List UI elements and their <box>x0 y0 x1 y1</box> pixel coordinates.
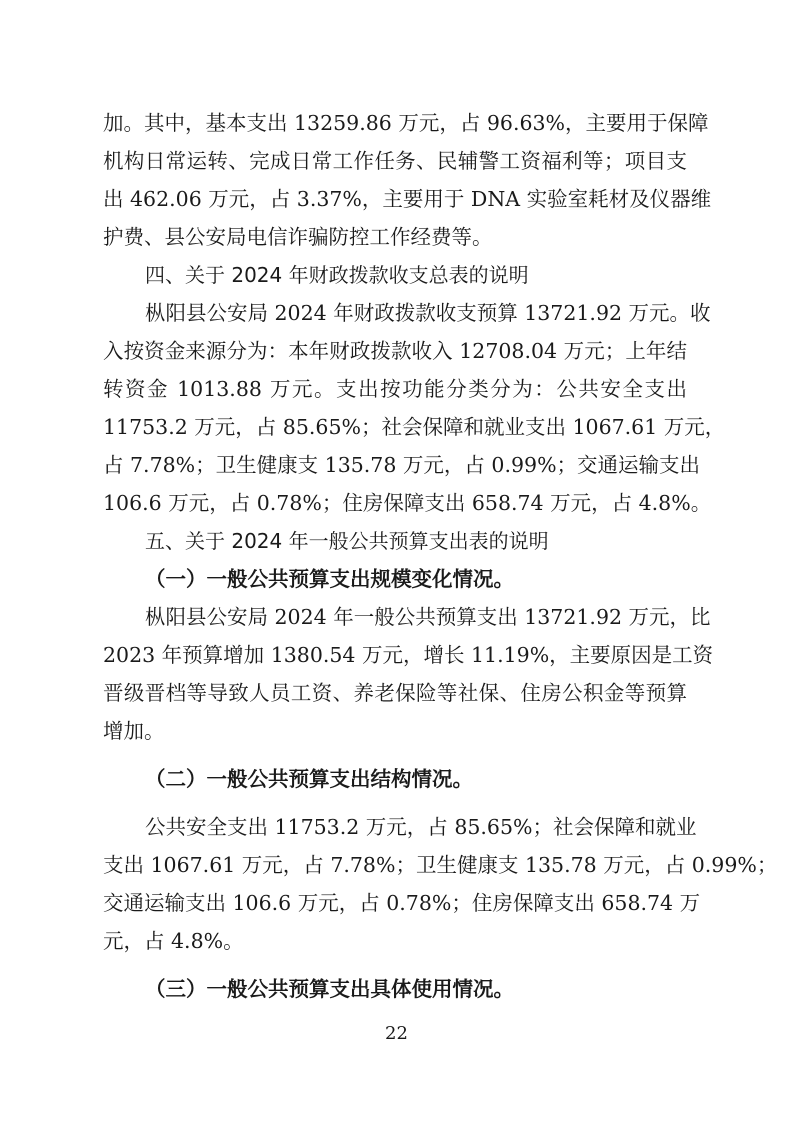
body-text-line: 枞阳县公安局 2024 年一般公共预算支出 13721.92 万元，比 <box>145 605 711 629</box>
body-text-line: 枞阳县公安局 2024 年财政拨款收支预算 13721.92 万元。收 <box>145 301 711 325</box>
body-text-line: 元，占 4.8%。 <box>103 929 244 953</box>
body-text-line: 入按资金来源分为：本年财政拨款收入 12708.04 万元；上年结 <box>103 339 687 363</box>
body-text-line: 11753.2 万元，占 85.65%；社会保障和就业支出 1067.61 万元， <box>103 415 726 439</box>
subsection-heading-2: （二）一般公共预算支出结构情况。 <box>145 767 473 791</box>
body-text-line: 加。其中，基本支出 13259.86 万元，占 96.63%，主要用于保障 <box>103 111 709 135</box>
subsection-heading-3: （三）一般公共预算支出具体使用情况。 <box>145 977 514 1001</box>
body-text-line: 机构日常运转、完成日常工作任务、民辅警工资福利等；项目支 <box>103 149 687 173</box>
body-text-line: 2023 年预算增加 1380.54 万元，增长 11.19%，主要原因是工资 <box>103 643 714 667</box>
body-text-line: 支出 1067.61 万元，占 7.78%；卫生健康支 135.78 万元，占 0.99%； <box>103 853 778 877</box>
body-text-line: 出 462.06 万元，占 3.37%，主要用于 DNA 实验室耗材及仪器维 <box>103 187 712 211</box>
body-text-line: 交通运输支出 106.6 万元，占 0.78%；住房保障支出 658.74 万 <box>103 891 701 915</box>
body-text-line: 占 7.78%；卫生健康支 135.78 万元，占 0.99%；交通运输支出 <box>103 453 701 477</box>
page-number: 22 <box>385 1023 408 1044</box>
body-text-line: 护费、县公安局电信诈骗防控工作经费等。 <box>103 225 493 249</box>
body-text-line: 转资金 1013.88 万元。支出按功能分类分为：公共安全支出 <box>103 377 687 401</box>
body-text-line: 公共安全支出 11753.2 万元，占 85.65%；社会保障和就业 <box>145 815 697 839</box>
section-heading-5: 五、关于 2024 年一般公共预算支出表的说明 <box>145 529 549 553</box>
body-text-line: 增加。 <box>103 719 165 743</box>
body-text-line: 晋级晋档等导致人员工资、养老保险等社保、住房公积金等预算 <box>103 681 687 705</box>
section-heading-4: 四、关于 2024 年财政拨款收支总表的说明 <box>145 263 529 287</box>
subsection-heading-1: （一）一般公共预算支出规模变化情况。 <box>145 567 514 591</box>
body-text-line: 106.6 万元，占 0.78%；住房保障支出 658.74 万元，占 4.8%。 <box>103 491 712 515</box>
